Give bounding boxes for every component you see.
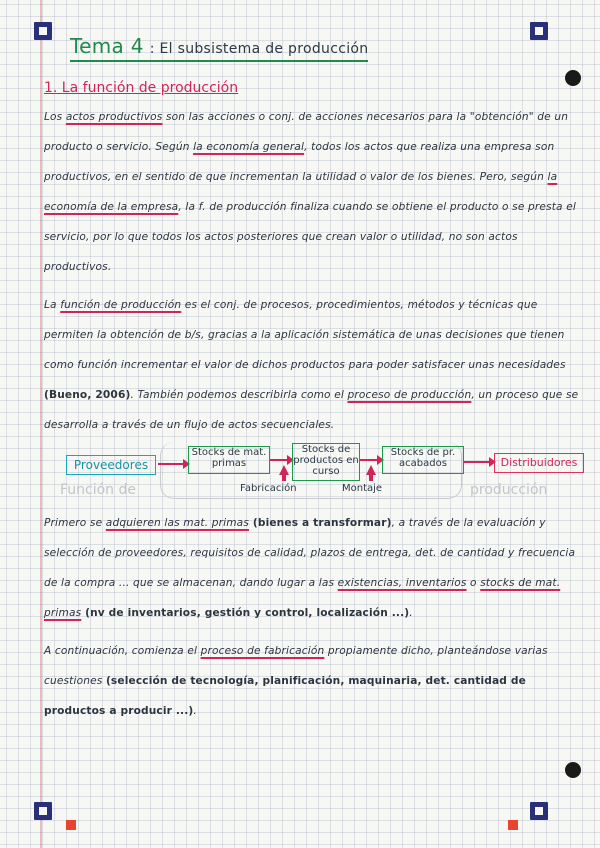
label-fabricacion: Fabricación: [240, 483, 297, 494]
box-proveedores: Proveedores: [66, 455, 156, 475]
keyword: existencias, inventarios: [337, 577, 467, 589]
paragraph-actos-productivos: [44, 102, 580, 282]
corner-dot-bottom-right: [508, 820, 518, 830]
note: (nv de inventarios, gestión y control, localización ...): [81, 607, 410, 619]
text: La: [44, 299, 61, 311]
paragraph-materias-primas: [44, 508, 580, 628]
citation: (Bueno, 2006): [44, 389, 131, 401]
text: , un proceso que se desarrolla a través de un flujo de actos secuenciales.: [44, 389, 579, 431]
paragraph-funcion-produccion: [44, 290, 580, 440]
keyword: proceso de producción: [347, 389, 472, 401]
label-montaje: Montaje: [342, 483, 383, 494]
corner-mark-bottom-left: [34, 802, 52, 820]
keyword: adquieren las mat. primas: [105, 517, 249, 529]
binder-hole: [565, 762, 581, 778]
text: A continuación, comienza el: [44, 645, 201, 657]
arrow: [270, 459, 288, 461]
title-main: Tema 4: [70, 34, 144, 58]
text: , todos los actos que realiza una empresa son productivos, en el sentido de que incrementan la utilidad o valor de los bienes. Pero, según: [44, 141, 555, 183]
text: o: [466, 577, 481, 589]
keyword: actos productivos: [65, 111, 163, 123]
arrow: [360, 459, 378, 461]
keyword: proceso de fabricación: [200, 645, 325, 657]
page-title: [70, 34, 368, 62]
text: Primero se: [44, 517, 106, 529]
text: propiamente dicho, planteándose varias cuestiones: [44, 645, 548, 687]
corner-mark-top-left: [34, 22, 52, 40]
box-distribuidores: Distribuidores: [494, 453, 584, 473]
corner-mark-top-right: [530, 22, 548, 40]
faint-label-produccion: producción: [470, 482, 548, 498]
text: es el conj. de procesos, procedimientos, métodos y técnicas que permiten la obtención de b/s, gracias a la aplicación sistemática de unas decisiones que tienen como función incrementar el valor de dichos productos para poder satisfacer unas necesidades: [44, 299, 566, 371]
keyword: la economía general: [193, 141, 305, 153]
text: .: [409, 607, 413, 619]
margin-line: [40, 0, 42, 848]
note: (bienes a transformar): [249, 517, 392, 529]
corner-mark-bottom-right: [530, 802, 548, 820]
text: son las acciones o conj. de acciones necesarios para la "obtención" de un producto o servicio. Según: [44, 111, 569, 153]
text: . También podemos describirla como el: [130, 389, 348, 401]
up-arrow: [279, 465, 289, 475]
text: , la f. de producción finaliza cuando se obtiene el producto o se presta el servicio, por lo que todos los actos posteriores que crean valor o utilidad, no son actos productivos.: [44, 201, 576, 273]
arrow: [158, 463, 184, 465]
text: , a través de la evaluación y selección de proveedores, requisitos de calidad, plazos de entrega, det. de cantidad y frecuencia de la compra ... que se almacenan, dando lugar a las: [44, 517, 576, 589]
up-arrow: [366, 465, 376, 475]
section-heading: 1. La función de producción: [44, 80, 239, 96]
corner-dot-bottom-left: [66, 820, 76, 830]
keyword: función de producción: [60, 299, 182, 311]
title-sub: : El subsistema de producción: [149, 41, 369, 57]
note: (selección de tecnología, planificación, maquinaria, det. cantidad de productos a producir ...): [44, 675, 526, 717]
paragraph-fabricacion: [44, 636, 580, 726]
keyword: la economía de la empresa: [44, 171, 558, 213]
box-stock-materias-primas: Stocks de mat. primas: [188, 446, 270, 474]
text: .: [193, 705, 197, 717]
box-stock-productos-curso: Stocks de productos en curso: [292, 443, 360, 481]
keyword: stocks de mat. primas: [44, 577, 561, 619]
box-stock-productos-acabados: Stocks de pr. acabados: [382, 446, 464, 474]
arrow: [464, 461, 490, 463]
binder-hole: [565, 70, 581, 86]
faint-label-funcion: Función de: [60, 482, 137, 498]
text: Los: [44, 111, 66, 123]
